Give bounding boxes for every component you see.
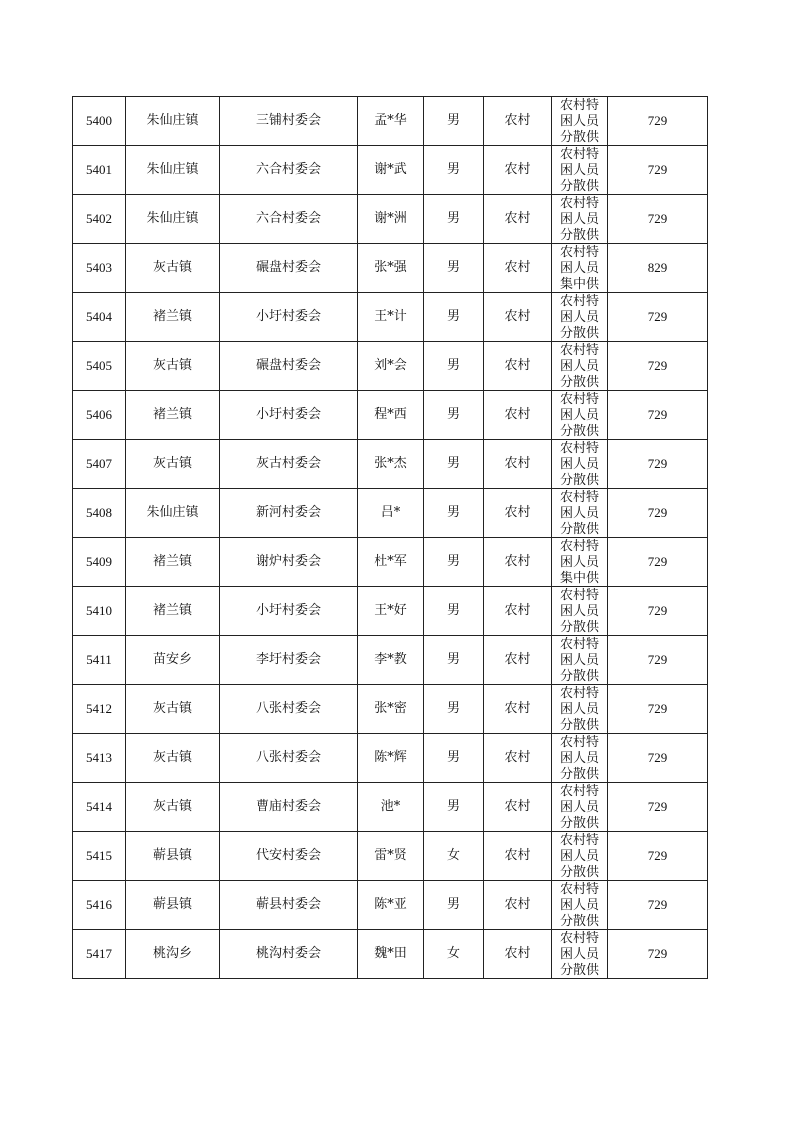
cell-town: 蕲县镇 — [126, 881, 220, 930]
category-text: 农村特困人员分散供 — [559, 882, 599, 929]
table-row — [73, 832, 708, 881]
cell-amount: 729 — [608, 538, 708, 587]
cell-id: 5416 — [73, 881, 126, 930]
cell-id: 5410 — [73, 587, 126, 636]
cell-id: 5413 — [73, 734, 126, 783]
cell-id: 5414 — [73, 783, 126, 832]
cell-amount: 729 — [608, 342, 708, 391]
cell-village: 小圩村委会 — [220, 391, 358, 440]
cell-town: 苗安乡 — [126, 636, 220, 685]
cell-name: 王*计 — [358, 293, 424, 342]
cell-amount: 729 — [608, 440, 708, 489]
category-text: 农村特困人员集中供 — [559, 245, 599, 292]
cell-town: 灰古镇 — [126, 440, 220, 489]
cell-name: 张*杰 — [358, 440, 424, 489]
cell-village: 碾盘村委会 — [220, 342, 358, 391]
cell-village: 曹庙村委会 — [220, 783, 358, 832]
table-row — [73, 734, 708, 783]
cell-gender: 男 — [424, 685, 484, 734]
table-row — [73, 685, 708, 734]
cell-name: 孟*华 — [358, 97, 424, 146]
cell-town: 褚兰镇 — [126, 538, 220, 587]
category-text: 农村特困人员分散供 — [559, 147, 599, 194]
category-text: 农村特困人员分散供 — [559, 392, 599, 439]
cell-amount: 729 — [608, 195, 708, 244]
cell-area: 农村 — [484, 440, 552, 489]
cell-amount: 829 — [608, 244, 708, 293]
table-row — [73, 195, 708, 244]
cell-category — [552, 685, 608, 734]
cell-village: 八张村委会 — [220, 685, 358, 734]
cell-category — [552, 538, 608, 587]
table-row — [73, 587, 708, 636]
cell-category — [552, 391, 608, 440]
cell-id: 5405 — [73, 342, 126, 391]
cell-gender: 男 — [424, 783, 484, 832]
cell-village: 小圩村委会 — [220, 587, 358, 636]
cell-name: 程*西 — [358, 391, 424, 440]
roster-table — [72, 96, 708, 979]
cell-id: 5406 — [73, 391, 126, 440]
cell-village: 小圩村委会 — [220, 293, 358, 342]
cell-name: 张*密 — [358, 685, 424, 734]
cell-village: 六合村委会 — [220, 146, 358, 195]
category-text: 农村特困人员分散供 — [559, 441, 599, 488]
table-row — [73, 440, 708, 489]
category-text: 农村特困人员分散供 — [559, 196, 599, 243]
cell-id: 5407 — [73, 440, 126, 489]
cell-id: 5417 — [73, 930, 126, 979]
cell-gender: 男 — [424, 538, 484, 587]
category-text: 农村特困人员分散供 — [559, 98, 599, 145]
cell-gender: 男 — [424, 342, 484, 391]
cell-name: 杜*军 — [358, 538, 424, 587]
cell-town: 灰古镇 — [126, 685, 220, 734]
table-row — [73, 783, 708, 832]
cell-amount: 729 — [608, 587, 708, 636]
cell-amount: 729 — [608, 293, 708, 342]
cell-village: 代安村委会 — [220, 832, 358, 881]
cell-category — [552, 440, 608, 489]
cell-name: 刘*会 — [358, 342, 424, 391]
cell-area: 农村 — [484, 783, 552, 832]
cell-id: 5401 — [73, 146, 126, 195]
cell-category — [552, 146, 608, 195]
cell-town: 褚兰镇 — [126, 293, 220, 342]
cell-amount: 729 — [608, 881, 708, 930]
cell-town: 朱仙庄镇 — [126, 195, 220, 244]
cell-area: 农村 — [484, 881, 552, 930]
category-text: 农村特困人员分散供 — [559, 686, 599, 733]
cell-name: 吕* — [358, 489, 424, 538]
cell-amount: 729 — [608, 832, 708, 881]
cell-area: 农村 — [484, 97, 552, 146]
cell-village: 六合村委会 — [220, 195, 358, 244]
cell-village: 蕲县村委会 — [220, 881, 358, 930]
category-text: 农村特困人员分散供 — [559, 833, 599, 880]
cell-id: 5412 — [73, 685, 126, 734]
cell-area: 农村 — [484, 734, 552, 783]
table-row — [73, 97, 708, 146]
cell-village: 碾盘村委会 — [220, 244, 358, 293]
cell-gender: 女 — [424, 832, 484, 881]
cell-category — [552, 293, 608, 342]
cell-area: 农村 — [484, 293, 552, 342]
cell-area: 农村 — [484, 146, 552, 195]
cell-town: 蕲县镇 — [126, 832, 220, 881]
cell-area: 农村 — [484, 832, 552, 881]
cell-amount: 729 — [608, 734, 708, 783]
cell-name: 魏*田 — [358, 930, 424, 979]
table-row — [73, 146, 708, 195]
cell-town: 朱仙庄镇 — [126, 489, 220, 538]
cell-town: 褚兰镇 — [126, 587, 220, 636]
cell-gender: 男 — [424, 489, 484, 538]
cell-category — [552, 783, 608, 832]
cell-name: 雷*贤 — [358, 832, 424, 881]
cell-town: 灰古镇 — [126, 734, 220, 783]
cell-amount: 729 — [608, 146, 708, 195]
cell-id: 5415 — [73, 832, 126, 881]
category-text: 农村特困人员分散供 — [559, 490, 599, 537]
category-text: 农村特困人员分散供 — [559, 294, 599, 341]
cell-area: 农村 — [484, 244, 552, 293]
cell-area: 农村 — [484, 930, 552, 979]
category-text: 农村特困人员分散供 — [559, 343, 599, 390]
table-row — [73, 881, 708, 930]
cell-id: 5404 — [73, 293, 126, 342]
cell-town: 桃沟乡 — [126, 930, 220, 979]
cell-gender: 男 — [424, 734, 484, 783]
cell-village: 灰古村委会 — [220, 440, 358, 489]
table-row — [73, 930, 708, 979]
cell-town: 朱仙庄镇 — [126, 97, 220, 146]
cell-amount: 729 — [608, 930, 708, 979]
cell-gender: 男 — [424, 293, 484, 342]
cell-category — [552, 244, 608, 293]
cell-name: 池* — [358, 783, 424, 832]
cell-name: 陈*辉 — [358, 734, 424, 783]
cell-id: 5411 — [73, 636, 126, 685]
cell-amount: 729 — [608, 489, 708, 538]
cell-gender: 男 — [424, 440, 484, 489]
cell-category — [552, 587, 608, 636]
cell-gender: 男 — [424, 97, 484, 146]
cell-village: 李圩村委会 — [220, 636, 358, 685]
cell-category — [552, 881, 608, 930]
cell-gender: 男 — [424, 244, 484, 293]
cell-village: 三铺村委会 — [220, 97, 358, 146]
cell-town: 灰古镇 — [126, 783, 220, 832]
table-row — [73, 244, 708, 293]
cell-amount: 729 — [608, 783, 708, 832]
cell-name: 王*好 — [358, 587, 424, 636]
table-row — [73, 342, 708, 391]
cell-amount: 729 — [608, 97, 708, 146]
category-text: 农村特困人员集中供 — [559, 539, 599, 586]
cell-area: 农村 — [484, 636, 552, 685]
cell-area: 农村 — [484, 195, 552, 244]
cell-category — [552, 195, 608, 244]
category-text: 农村特困人员分散供 — [559, 735, 599, 782]
cell-area: 农村 — [484, 489, 552, 538]
cell-id: 5400 — [73, 97, 126, 146]
category-text: 农村特困人员分散供 — [559, 637, 599, 684]
cell-village: 谢炉村委会 — [220, 538, 358, 587]
cell-amount: 729 — [608, 636, 708, 685]
table-row — [73, 636, 708, 685]
cell-town: 灰古镇 — [126, 244, 220, 293]
cell-area: 农村 — [484, 342, 552, 391]
cell-category — [552, 489, 608, 538]
cell-village: 新河村委会 — [220, 489, 358, 538]
cell-village: 八张村委会 — [220, 734, 358, 783]
table-row — [73, 538, 708, 587]
cell-gender: 女 — [424, 930, 484, 979]
cell-id: 5409 — [73, 538, 126, 587]
cell-area: 农村 — [484, 538, 552, 587]
roster-body — [73, 97, 708, 979]
cell-gender: 男 — [424, 391, 484, 440]
cell-gender: 男 — [424, 636, 484, 685]
cell-area: 农村 — [484, 685, 552, 734]
cell-town: 朱仙庄镇 — [126, 146, 220, 195]
cell-name: 李*教 — [358, 636, 424, 685]
cell-town: 褚兰镇 — [126, 391, 220, 440]
cell-amount: 729 — [608, 685, 708, 734]
cell-category — [552, 342, 608, 391]
cell-name: 谢*洲 — [358, 195, 424, 244]
cell-name: 谢*武 — [358, 146, 424, 195]
cell-amount: 729 — [608, 391, 708, 440]
cell-village: 桃沟村委会 — [220, 930, 358, 979]
cell-name: 陈*亚 — [358, 881, 424, 930]
table-row — [73, 391, 708, 440]
cell-area: 农村 — [484, 587, 552, 636]
cell-category — [552, 832, 608, 881]
cell-gender: 男 — [424, 587, 484, 636]
table-row — [73, 293, 708, 342]
cell-id: 5402 — [73, 195, 126, 244]
cell-id: 5408 — [73, 489, 126, 538]
cell-category — [552, 97, 608, 146]
cell-area: 农村 — [484, 391, 552, 440]
cell-town: 灰古镇 — [126, 342, 220, 391]
table-row — [73, 489, 708, 538]
category-text: 农村特困人员分散供 — [559, 931, 599, 978]
cell-category — [552, 930, 608, 979]
category-text: 农村特困人员分散供 — [559, 588, 599, 635]
cell-category — [552, 734, 608, 783]
cell-gender: 男 — [424, 881, 484, 930]
cell-name: 张*强 — [358, 244, 424, 293]
cell-gender: 男 — [424, 195, 484, 244]
cell-gender: 男 — [424, 146, 484, 195]
cell-id: 5403 — [73, 244, 126, 293]
cell-category — [552, 636, 608, 685]
category-text: 农村特困人员分散供 — [559, 784, 599, 831]
